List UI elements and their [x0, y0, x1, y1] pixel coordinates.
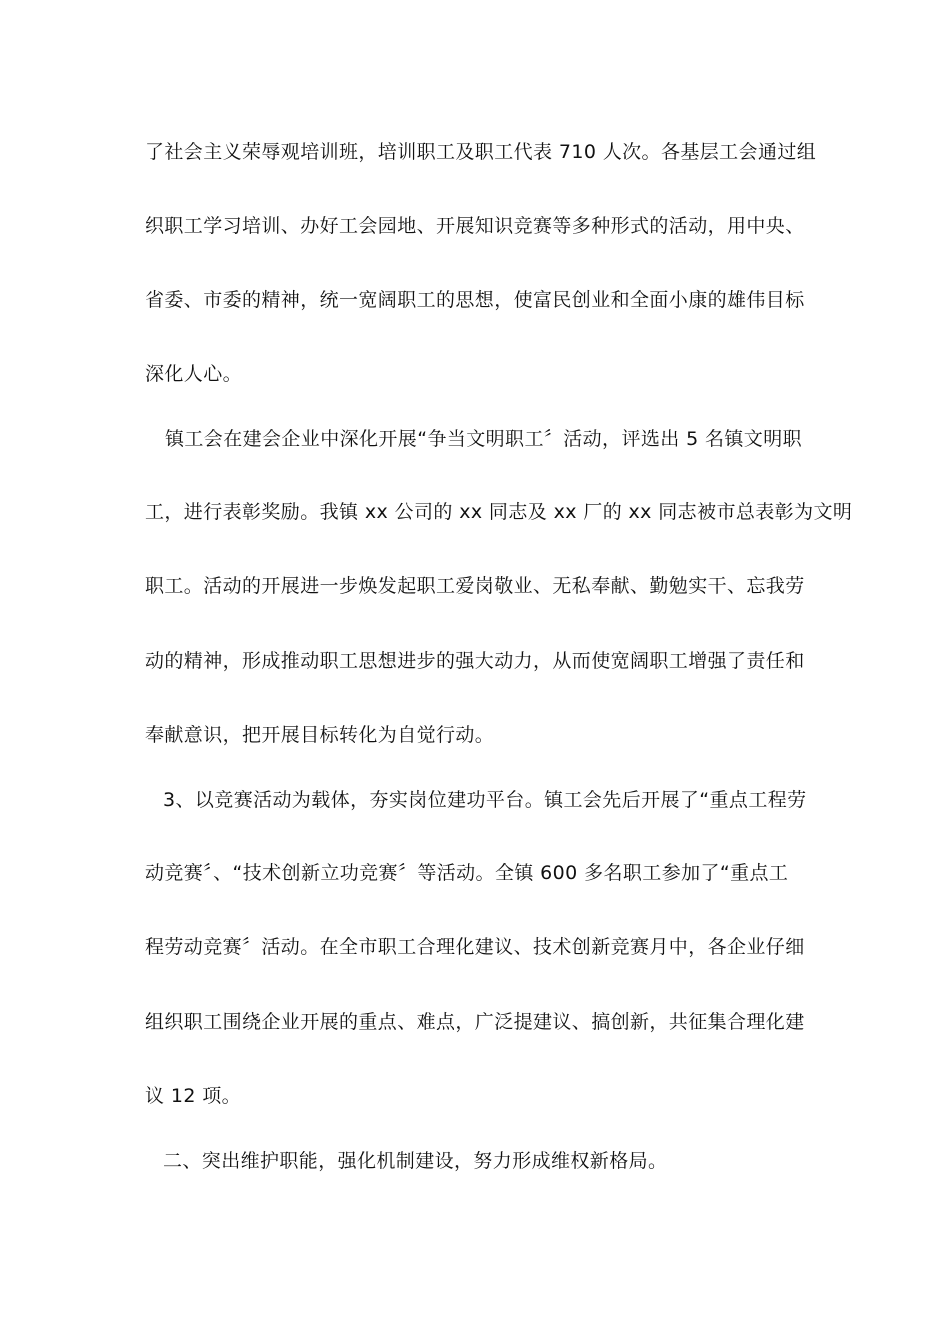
paragraph-line: 镇工会在建会企业中深化开展“争当文明职工〞活动，评选出 5 名镇文明职: [165, 428, 803, 450]
paragraph-line: 程劳动竞赛〞活动。在全市职工合理化建议、技术创新竞赛月中，各企业仔细: [145, 936, 805, 958]
section-heading: 二、突出维护职能，强化机制建设，努力形成维权新格局。: [163, 1150, 668, 1172]
paragraph-line: 了社会主义荣辱观培训班，培训职工及职工代表 710 人次。各基层工会通过组: [145, 141, 817, 163]
paragraph-line: 工，进行表彰奖励。我镇 xx 公司的 xx 同志及 xx 厂的 xx 同志被市总表彰为文明: [145, 501, 853, 523]
paragraph-line: 动竞赛〞、“技术创新立功竞赛〞等活动。全镇 600 多名职工参加了“重点工: [145, 862, 789, 884]
paragraph-line: 职工。活动的开展进一步焕发起职工爱岗敬业、无私奉献、勤勉实干、忘我劳: [145, 575, 805, 597]
paragraph-line: 动的精神，形成推动职工思想进步的强大动力，从而使宽阔职工增强了责任和: [145, 650, 805, 672]
paragraph-line: 织职工学习培训、办好工会园地、开展知识竞赛等多种形式的活动，用中央、: [145, 215, 805, 237]
paragraph-line: 3、以竞赛活动为载体，夯实岗位建功平台。镇工会先后开展了“重点工程劳: [163, 789, 807, 811]
paragraph-line: 组织职工围绕企业开展的重点、难点，广泛提建议、搞创新，共征集合理化建: [145, 1011, 805, 1033]
paragraph-line: 深化人心。: [145, 363, 243, 385]
paragraph-line: 议 12 项。: [145, 1085, 242, 1107]
paragraph-line: 省委、市委的精神，统一宽阔职工的思想，使富民创业和全面小康的雄伟目标: [145, 289, 805, 311]
paragraph-line: 奉献意识，把开展目标转化为自觉行动。: [145, 724, 495, 746]
